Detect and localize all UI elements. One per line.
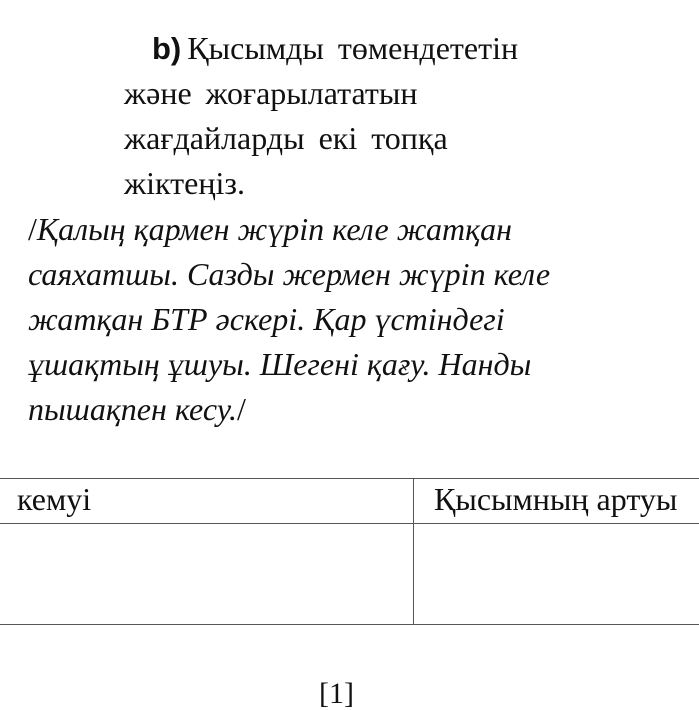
close-slash: / <box>237 391 246 427</box>
example-text-2: саяхатшы. Сазды жермен жүріп келе <box>28 256 550 292</box>
example-line-4 <box>28 342 699 387</box>
task-letter: b) <box>152 31 181 66</box>
task-line-1 <box>124 26 684 71</box>
task-line-2: және жоғарылататын <box>124 71 684 116</box>
task-line-4: жіктеңіз. <box>124 161 684 206</box>
mark-label: [1] <box>319 679 354 709</box>
task-text-1: Қысымды төмендететін <box>187 30 518 66</box>
example-line-5 <box>28 387 699 432</box>
example-line-3 <box>28 297 699 342</box>
task-line-3: жағдайларды екі топқа <box>124 116 684 161</box>
classification-table <box>0 478 699 625</box>
table-row <box>0 524 699 625</box>
example-line-2 <box>28 252 699 297</box>
table-header-row <box>0 479 699 524</box>
examples-block <box>28 207 699 432</box>
example-line-1 <box>28 207 699 252</box>
example-text-3: жатқан БТР әскері. Қар үстіндегі <box>28 301 505 337</box>
header-decrease: кемуі <box>0 479 414 524</box>
task-instruction <box>124 26 684 206</box>
example-text-5: пышақпен кесу. <box>28 391 237 427</box>
example-text-4: ұшақтың ұшуы. Шегені қағу. Нанды <box>28 346 531 382</box>
example-text-1: Қалың қармен жүріп келе жатқан <box>37 211 512 247</box>
answer-cell-increase[interactable] <box>414 524 699 625</box>
header-increase: Қысымның артуы <box>414 479 699 524</box>
open-slash: / <box>28 211 37 247</box>
answer-cell-decrease[interactable] <box>0 524 414 625</box>
